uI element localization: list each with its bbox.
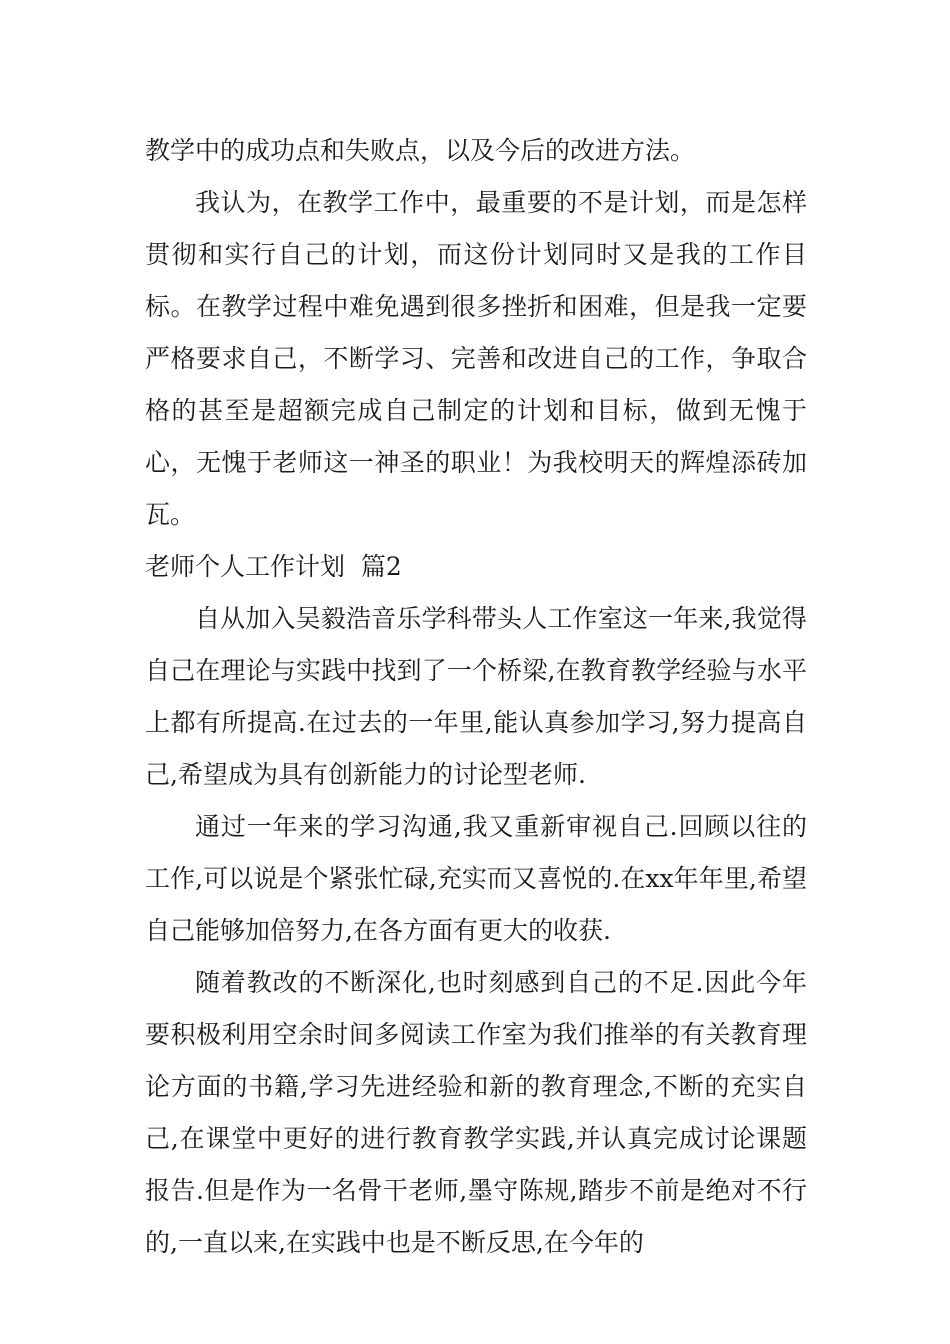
paragraph-review: 通过一年来的学习沟通,我又重新审视自己.回顾以往的工作,可以说是个紧张忙碌,充实而又喜悦的.在xx年年里,希望自己能够加倍努力,在各方面有更大的收获. — [145, 812, 807, 945]
paragraph-reform: 随着教改的不断深化,也时刻感到自己的不足.因此今年要积极利用空余时间多阅读工作室为我们推举的有关教育理论方面的书籍,学习先进经验和新的教育理念,不断的充实自己,在课堂中更好的进行教育教学实践,并认真完成讨论课题报告.但是作为一名骨干老师,墨守陈规,踏步不前是绝对不行的,一直以来,在实践中也是不断反思,在今年的 — [145, 968, 807, 1257]
paragraph-continuation: 教学中的成功点和失败点，以及今后的改进方法。 — [145, 136, 696, 165]
document-body — [145, 125, 807, 1269]
paragraph-studio-joining: 自从加入吴毅浩音乐学科带头人工作室这一年来,我觉得自己在理论与实践中找到了一个桥梁,在教育教学经验与水平上都有所提高.在过去的一年里,能认真参加学习,努力提高自己,希望成为具有创新能力的讨论型老师. — [145, 604, 807, 789]
paragraph-plan-importance: 我认为，在教学工作中，最重要的不是计划，而是怎样贯彻和实行自己的计划，而这份计划同时又是我的工作目标。在教学过程中难免遇到很多挫折和困难，但是我一定要严格要求自己，不断学习、完善和改进自己的工作，争取合格的甚至是超额完成自己制定的计划和目标，做到无愧于心，无愧于老师这一神圣的职业！为我校明天的辉煌添砖加瓦。 — [145, 188, 807, 529]
section-heading: 老师个人工作计划 篇2 — [145, 552, 402, 581]
